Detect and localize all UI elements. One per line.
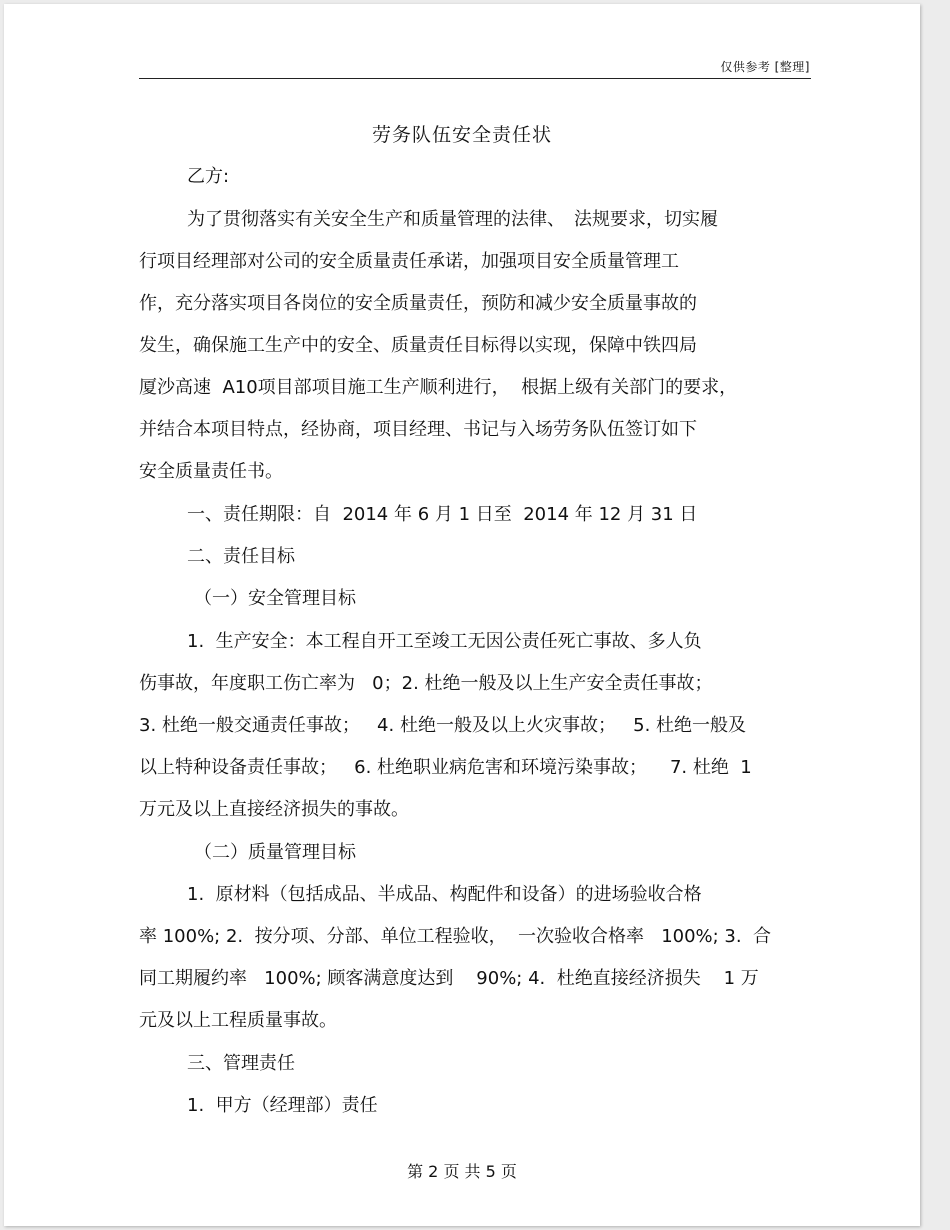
body-line: 为了贯彻落实有关安全生产和质量管理的法律、 法规要求，切实履 <box>187 209 718 230</box>
body-line: 厦沙高速 A10项目部项目施工生产顺利进行， 根据上级有关部门的要求， <box>139 377 738 398</box>
body-line: 行项目经理部对公司的安全质量责任承诺，加强项目安全质量管理工 <box>139 251 679 272</box>
body-line: 以上特种设备责任事故； 6. 杜绝职业病危害和环境污染事故； 7. 杜绝 1 <box>139 757 752 778</box>
body-line: 乙方: <box>187 166 230 187</box>
body-line: 元及以上工程质量事故。 <box>139 1010 337 1031</box>
document-page <box>4 4 920 1226</box>
page-number: 第 2 页 共 5 页 <box>407 1162 517 1181</box>
subsection-heading: （一）安全管理目标 <box>194 588 356 609</box>
body-line: 同工期履约率 100%; 顾客满意度达到 90%; 4. 杜绝直接经济损失 1 万 <box>139 968 759 989</box>
document-title: 劳务队伍安全责任状 <box>371 124 552 146</box>
body-line: 伤事故，年度职工伤亡率为 0；2. 杜绝一般及以上生产安全责任事故； <box>139 673 713 694</box>
body-line: 作，充分落实项目各岗位的安全质量责任，预防和减少安全质量事故的 <box>139 293 697 314</box>
body-line: 1. 生产安全：本工程自开工至竣工无因公责任死亡事故、多人负 <box>187 631 702 652</box>
body-line: 率 100%; 2. 按分项、分部、单位工程验收， 一次验收合格率 100%; 3. 合 <box>139 926 772 947</box>
body-line: 1. 甲方（经理部）责任 <box>187 1095 378 1116</box>
section-heading: 三、管理责任 <box>187 1053 295 1074</box>
body-line: 并结合本项目特点，经协商，项目经理、书记与入场劳务队伍签订如下 <box>139 419 697 440</box>
header-divider <box>139 78 811 79</box>
body-line: 3. 杜绝一般交通责任事故； 4. 杜绝一般及以上火灾事故； 5. 杜绝一般及 <box>139 715 747 736</box>
body-line: 万元及以上直接经济损失的事故。 <box>139 799 409 820</box>
body-line: 发生，确保施工生产中的安全、质量责任目标得以实现，保障中铁四局 <box>139 335 697 356</box>
subsection-heading: （二）质量管理目标 <box>194 842 356 863</box>
section-heading: 二、责任目标 <box>187 546 295 567</box>
header-reference: 仅供参考 [整理] <box>720 60 810 74</box>
body-line: 1. 原材料（包括成品、半成品、构配件和设备）的进场验收合格 <box>187 884 702 905</box>
body-line: 一、责任期限：自 2014 年 6 月 1 日至 2014 年 12 月 31 日 <box>187 504 698 525</box>
body-line: 安全质量责任书。 <box>139 461 283 482</box>
